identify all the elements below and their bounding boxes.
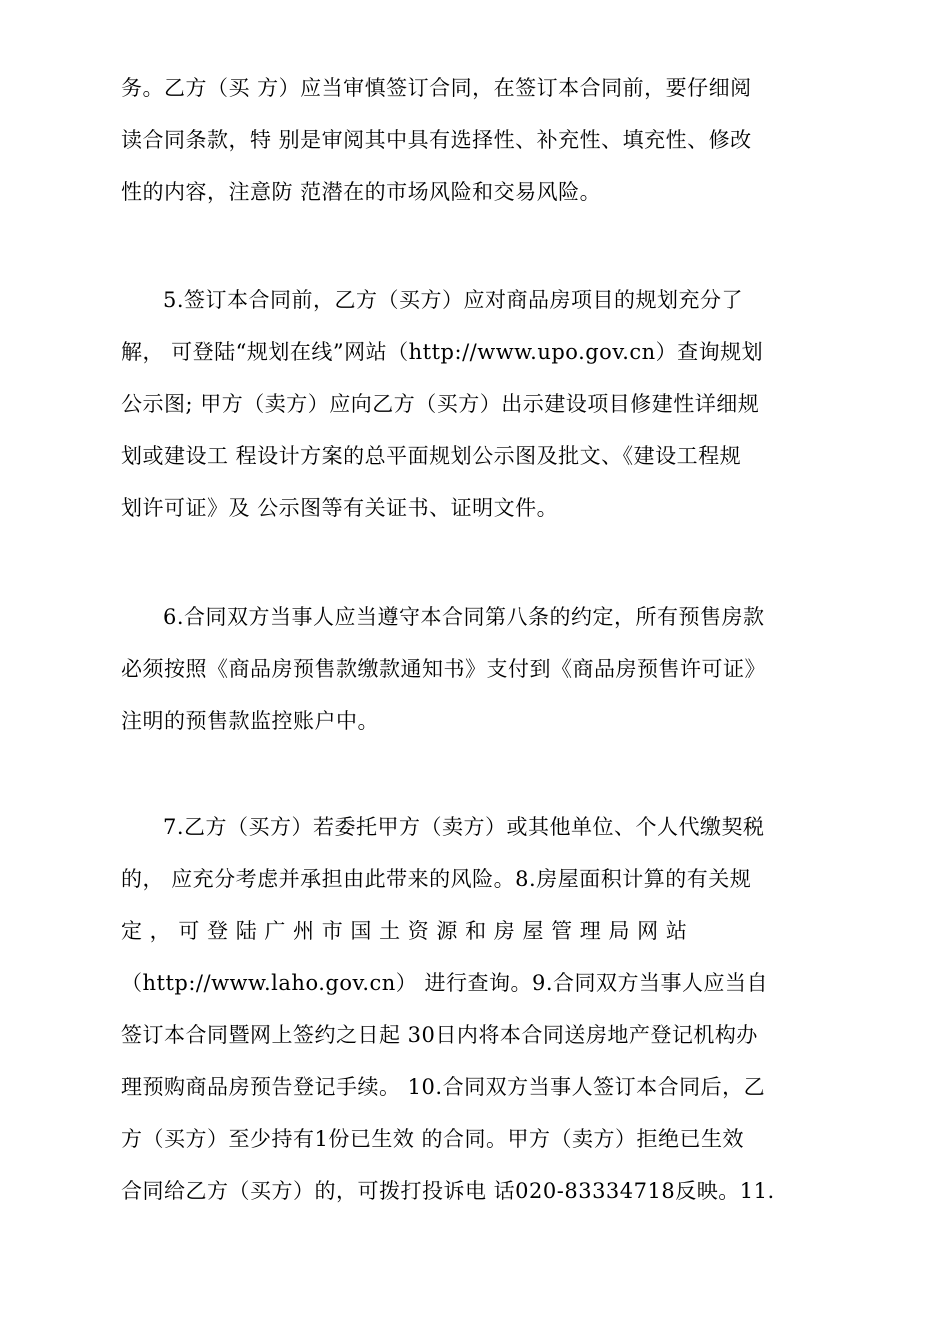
text-line: 公示图; 甲方（卖方）应向乙方（买方）出示建设项目修建性详细规 [121, 392, 760, 416]
text-line: 必须按照《商品房预售款缴款通知书》支付到《商品房预售许可证》 [121, 657, 766, 681]
text-line: 定 ， 可 登 陆 广 州 市 国 土 资 源 和 房 屋 管 理 局 网 站 [121, 919, 688, 943]
text-line: 解， 可登陆“规划在线”网站（http://www.upo.gov.cn）查询规划 [121, 340, 764, 364]
text-line: 6.合同双方当事人应当遵守本合同第八条的约定，所有预售房款 [163, 605, 765, 629]
text-line: 的， 应充分考虑并承担由此带来的风险。8.房屋面积计算的有关规 [121, 867, 752, 891]
paragraph-6 [121, 591, 841, 747]
text-line: 签订本合同暨网上签约之日起 30日内将本合同送房地产登记机构办 [121, 1023, 758, 1047]
text-line: 划或建设工 程设计方案的总平面规划公示图及批文、《建设工程规 [121, 444, 742, 468]
text-line: 务。乙方（买 方）应当审慎签订合同，在签订本合同前，要仔细阅 [121, 76, 752, 100]
text-line: 性的内容，注意防 范潜在的市场风险和交易风险。 [121, 180, 602, 204]
text-line: 注明的预售款监控账户中。 [121, 709, 379, 733]
text-line: 合同给乙方（买方）的，可拨打投诉电 话020-83334718反映。11. [121, 1179, 775, 1203]
text-line: （http://www.laho.gov.cn） 进行查询。9.合同双方当事人应当自 [121, 971, 769, 995]
text-line: 7.乙方（买方）若委托甲方（卖方）或其他单位、个人代缴契税 [163, 815, 765, 839]
text-line: 读合同条款，特 别是审阅其中具有选择性、补充性、填充性、修改 [121, 128, 752, 152]
paragraph-7 [121, 801, 841, 1217]
paragraph-5 [121, 274, 841, 534]
paragraph-4-continued [121, 62, 841, 218]
text-line: 划许可证》及 公示图等有关证书、证明文件。 [121, 496, 559, 520]
text-line: 方（买方）至少持有1份已生效 的合同。甲方（卖方）拒绝已生效 [121, 1127, 745, 1151]
text-line: 理预购商品房预告登记手续。 10.合同双方当事人签订本合同后，乙 [121, 1075, 766, 1099]
text-line: 5.签订本合同前，乙方（买方）应对商品房项目的规划充分了 [163, 288, 744, 312]
